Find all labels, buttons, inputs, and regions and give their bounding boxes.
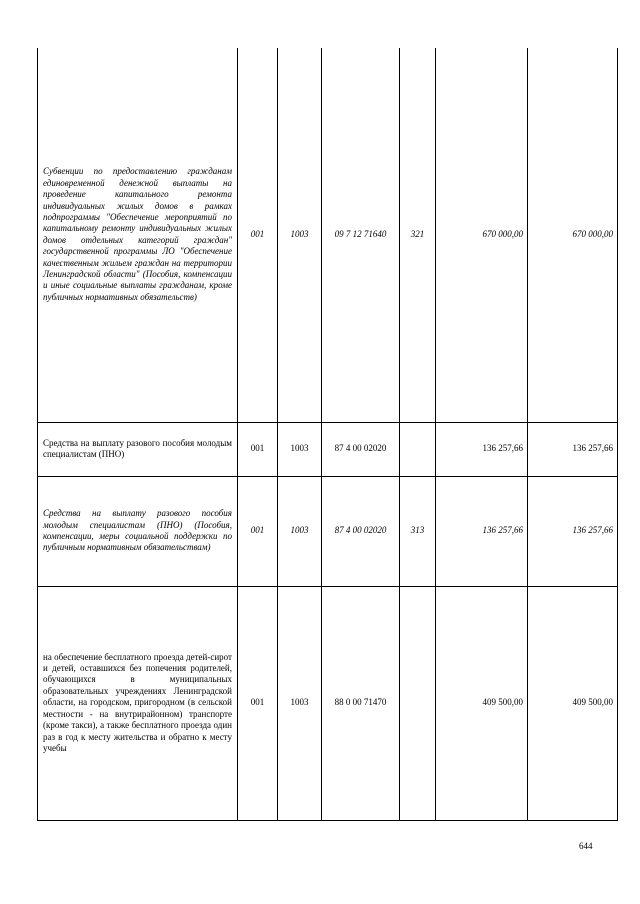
row-target-article: 87 4 00 02020: [322, 422, 400, 476]
table-row: [38, 476, 618, 586]
row-sum-1: 136 257,66: [436, 422, 528, 476]
row-name: Субвенции по предоставлению гражданам единовременной денежной выплаты на проведение капитального ремонта индивидуальных жилых домов в рамках подпрограммы "Обеспечение мероприятий по капитальному ремонту индивидуальных жилых домов отдельных категорий граждан" государственной программы ЛО "Обеспечение качественным жильем граждан на территории Ленинградской области" (Пособия, компенсации и иные социальные выплаты гражданам, кроме публичных нормативных обязательств): [38, 48, 238, 422]
row-ved-code: 001: [238, 586, 278, 820]
row-sum-2: 136 257,66: [528, 476, 618, 586]
row-name: на обеспечение бесплатного проезда детей-сирот и детей, оставшихся без попечения родителей, обучающихся в муниципальных образовательных учреждениях Ленинградской области, на городском, пригородном (в сельской местности - на внутрирайонном) транспорте (кроме такси), а также бесплатного проезда один раз в год к месту жительства и обратно к месту учебы: [38, 586, 238, 820]
row-sum-2: 136 257,66: [528, 422, 618, 476]
row-target-article: 88 0 00 71470: [322, 586, 400, 820]
row-section-code: 1003: [278, 48, 322, 422]
row-sum-1: 670 000,00: [436, 48, 528, 422]
row-expense-type: [400, 586, 436, 820]
table-row: [38, 422, 618, 476]
budget-table: [37, 48, 618, 821]
row-section-code: 1003: [278, 422, 322, 476]
row-target-article: 09 7 12 71640: [322, 48, 400, 422]
row-sum-2: 409 500,00: [528, 586, 618, 820]
row-expense-type: 313: [400, 476, 436, 586]
row-section-code: 1003: [278, 586, 322, 820]
row-ved-code: 001: [238, 48, 278, 422]
row-name: Средства на выплату разового пособия молодым специалистам (ПНО): [38, 422, 238, 476]
row-section-code: 1003: [278, 476, 322, 586]
row-sum-1: 136 257,66: [436, 476, 528, 586]
table-row: [38, 586, 618, 820]
row-sum-2: 670 000,00: [528, 48, 618, 422]
row-ved-code: 001: [238, 422, 278, 476]
row-sum-1: 409 500,00: [436, 586, 528, 820]
row-target-article: 87 4 00 02020: [322, 476, 400, 586]
row-name: Средства на выплату разового пособия молодым специалистам (ПНО) (Пособия, компенсации, меры социальной поддержки по публичным нормативным обязательствам): [38, 476, 238, 586]
row-ved-code: 001: [238, 476, 278, 586]
row-expense-type: 321: [400, 48, 436, 422]
table-row: [38, 48, 618, 422]
page-number: 644: [579, 841, 593, 851]
row-expense-type: [400, 422, 436, 476]
